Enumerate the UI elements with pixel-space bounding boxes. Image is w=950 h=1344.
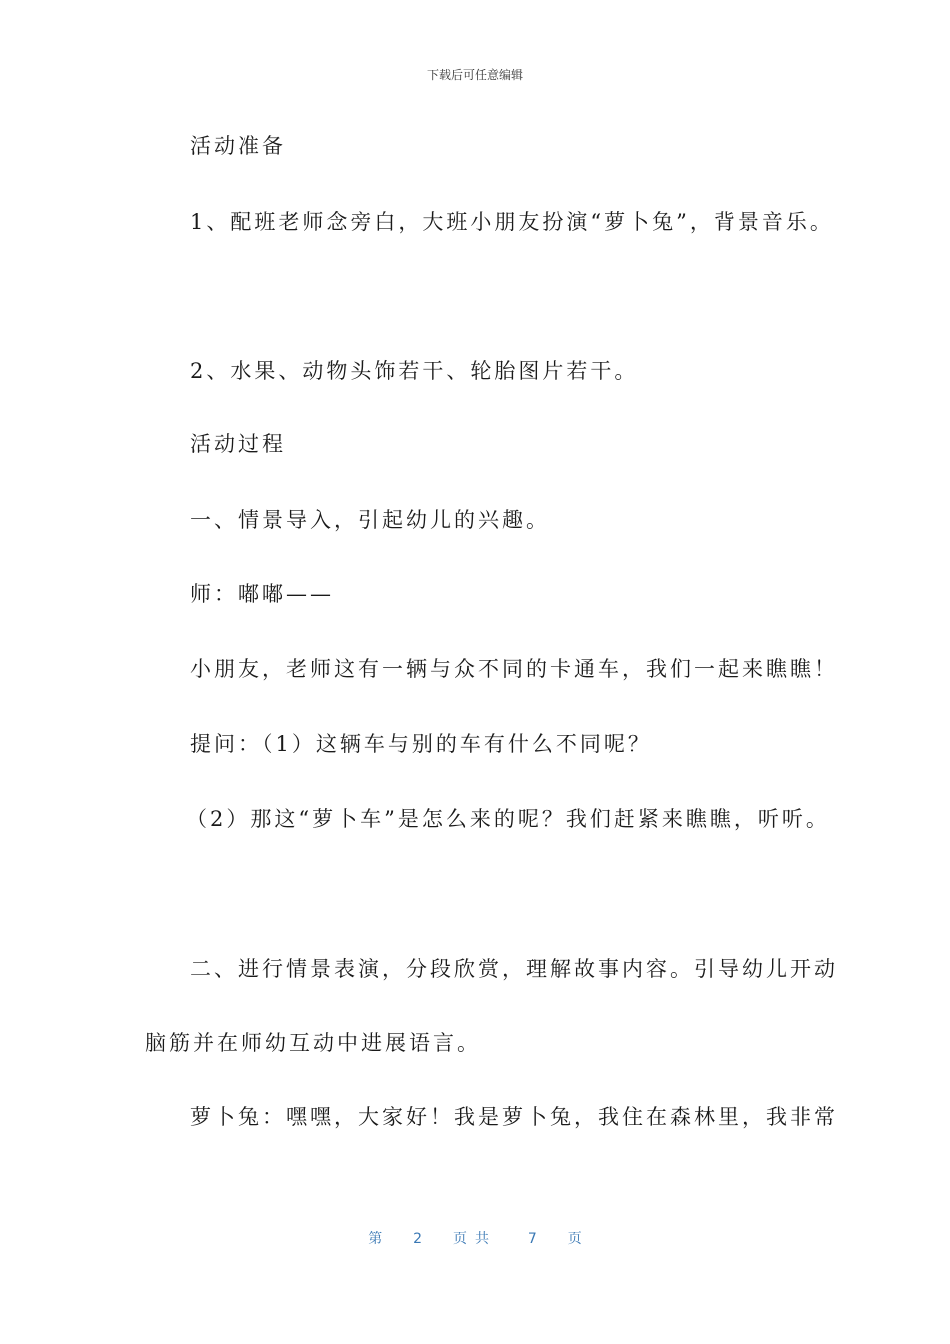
paragraph-line: 萝卜兔：嘿嘿，大家好！我是萝卜兔，我住在森林里，我非常 xyxy=(190,1105,838,1129)
page-header: 下载后可任意编辑 xyxy=(426,68,523,82)
footer-page-mid: 页共 xyxy=(453,1231,497,1247)
paragraph-line: 活动过程 xyxy=(190,432,286,456)
page-footer xyxy=(0,1228,950,1248)
paragraph-line: 2、水果、动物头饰若干、轮胎图片若干。 xyxy=(190,359,639,383)
footer-page-suffix: 页 xyxy=(567,1231,582,1247)
paragraph-line: 脑筋并在师幼互动中进展语言。 xyxy=(145,1031,481,1055)
paragraph-line: 二、进行情景表演，分段欣赏，理解故事内容。引导幼儿开动 xyxy=(190,957,838,981)
paragraph-line: 师：嘟嘟—— xyxy=(190,582,334,606)
footer-page-current: 2 xyxy=(413,1231,423,1247)
footer-page-total: 7 xyxy=(527,1231,537,1247)
paragraph-line: 1、配班老师念旁白，大班小朋友扮演“萝卜兔”，背景音乐。 xyxy=(190,210,834,234)
paragraph-line: 一、情景导入，引起幼儿的兴趣。 xyxy=(190,508,550,532)
paragraph-line: 小朋友，老师这有一辆与众不同的卡通车，我们一起来瞧瞧！ xyxy=(190,657,838,681)
paragraph-line: 提问：（1）这辆车与别的车有什么不同呢？ xyxy=(190,732,652,756)
paragraph-line: （2）那这“萝卜车”是怎么来的呢？我们赶紧来瞧瞧，听听。 xyxy=(186,807,830,831)
footer-page-prefix: 第 xyxy=(368,1231,383,1247)
paragraph-line: 活动准备 xyxy=(190,134,286,158)
